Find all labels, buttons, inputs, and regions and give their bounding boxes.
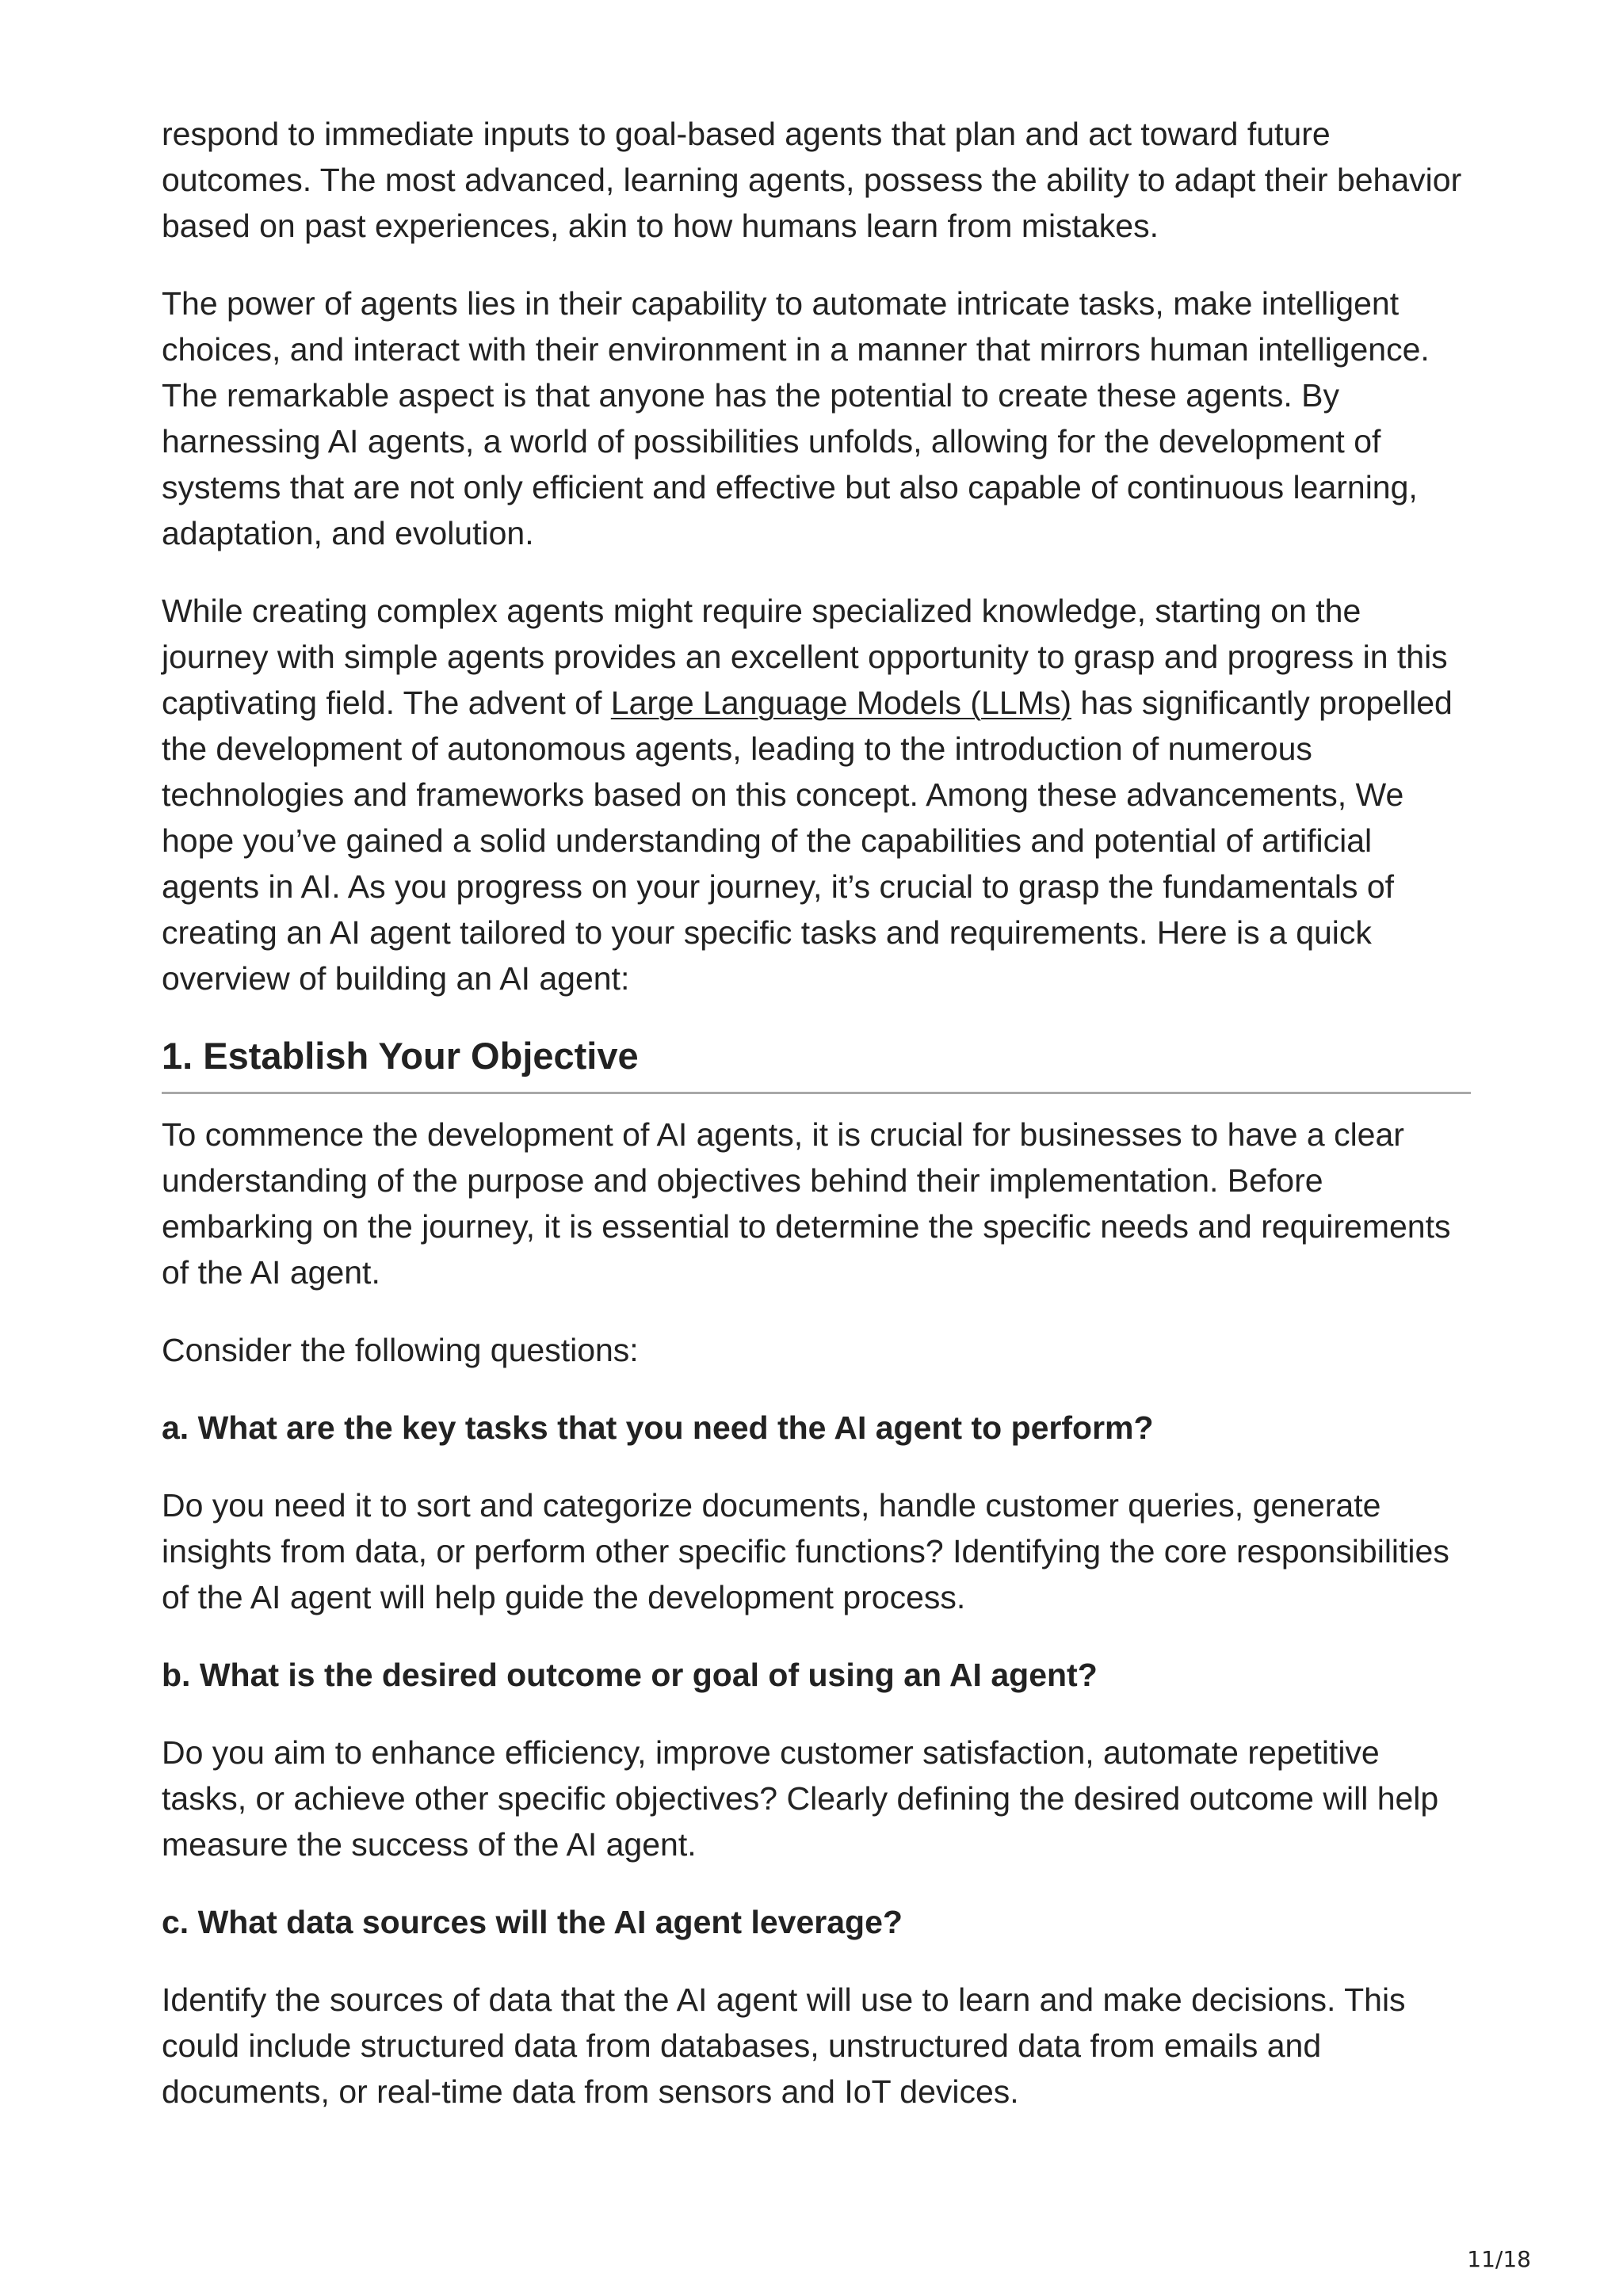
question-c-data-sources: c. What data sources will the AI agent leverage? bbox=[162, 1904, 903, 1940]
paragraph-power-of-agents: The power of agents lies in their capability to automate intricate tasks, make intelligent choices, and interact with their environment in a manner that mirrors human intelligence. The remarkable aspect is that anyone has the potential to create these agents. By harnessing AI agents, a world of possibilities unfolds, allowing for the development of systems that are not only efficient and effective but also capable of continuous learning, adaptation, and evolution. bbox=[162, 285, 1430, 551]
paragraph-llm-overview bbox=[162, 588, 1471, 1001]
llm-link[interactable]: Large Language Models (LLMs) bbox=[610, 685, 1071, 721]
paragraph-answer-c: Identify the sources of data that the AI agent will use to learn and make decisions. This could include structured data from databases, unstructured data from emails and documents, or real-time data from sensors and IoT devices. bbox=[162, 1981, 1406, 2110]
document-page bbox=[162, 111, 1471, 2146]
paragraph-answer-b: Do you aim to enhance efficiency, improve customer satisfaction, automate repetitive tasks, or achieve other specific objectives? Clearly defining the desired outcome will help measure the success of the AI agent. bbox=[162, 1734, 1439, 1863]
page-number: 11/18 bbox=[1467, 2246, 1531, 2272]
question-a-key-tasks: a. What are the key tasks that you need the AI agent to perform? bbox=[162, 1409, 1154, 1446]
paragraph-agent-types: respond to immediate inputs to goal-based agents that plan and act toward future outcomes. The most advanced, learning agents, possess the ability to adapt their behavior based on past experiences, akin to how humans learn from mistakes. bbox=[162, 116, 1462, 244]
paragraph-llm-text-before: While creating complex agents might require specialized knowledge, starting on the journey with simple agents provides an excellent opportunity to grasp and progress in this captivating field. The advent of bbox=[162, 593, 1448, 721]
section-heading-establish-objective: 1. Establish Your Objective bbox=[162, 1033, 1471, 1094]
paragraph-answer-a: Do you need it to sort and categorize documents, handle customer queries, generate insights from data, or perform other specific functions? Identifying the core responsibilities of the AI agent will help guide the development process. bbox=[162, 1487, 1449, 1615]
question-b-desired-outcome: b. What is the desired outcome or goal of using an AI agent? bbox=[162, 1657, 1098, 1693]
paragraph-consider-questions: Consider the following questions: bbox=[162, 1332, 639, 1368]
paragraph-objective-intro: To commence the development of AI agents, it is crucial for businesses to have a clear understanding of the purpose and objectives behind their implementation. Before embarking on the journey, it is essential to determine the specific needs and requirements of the AI agent. bbox=[162, 1116, 1451, 1291]
paragraph-llm-text-after: has significantly propelled the development of autonomous agents, leading to the introduction of numerous technologies and frameworks based on this concept. Among these advancements, We hope you’ve gained a solid understanding of the capabilities and potential of artificial agents in AI. As you progress on your journey, it’s crucial to grasp the fundamentals of creating an AI agent tailored to your specific tasks and requirements. Here is a quick overview of building an AI agent: bbox=[162, 685, 1453, 997]
